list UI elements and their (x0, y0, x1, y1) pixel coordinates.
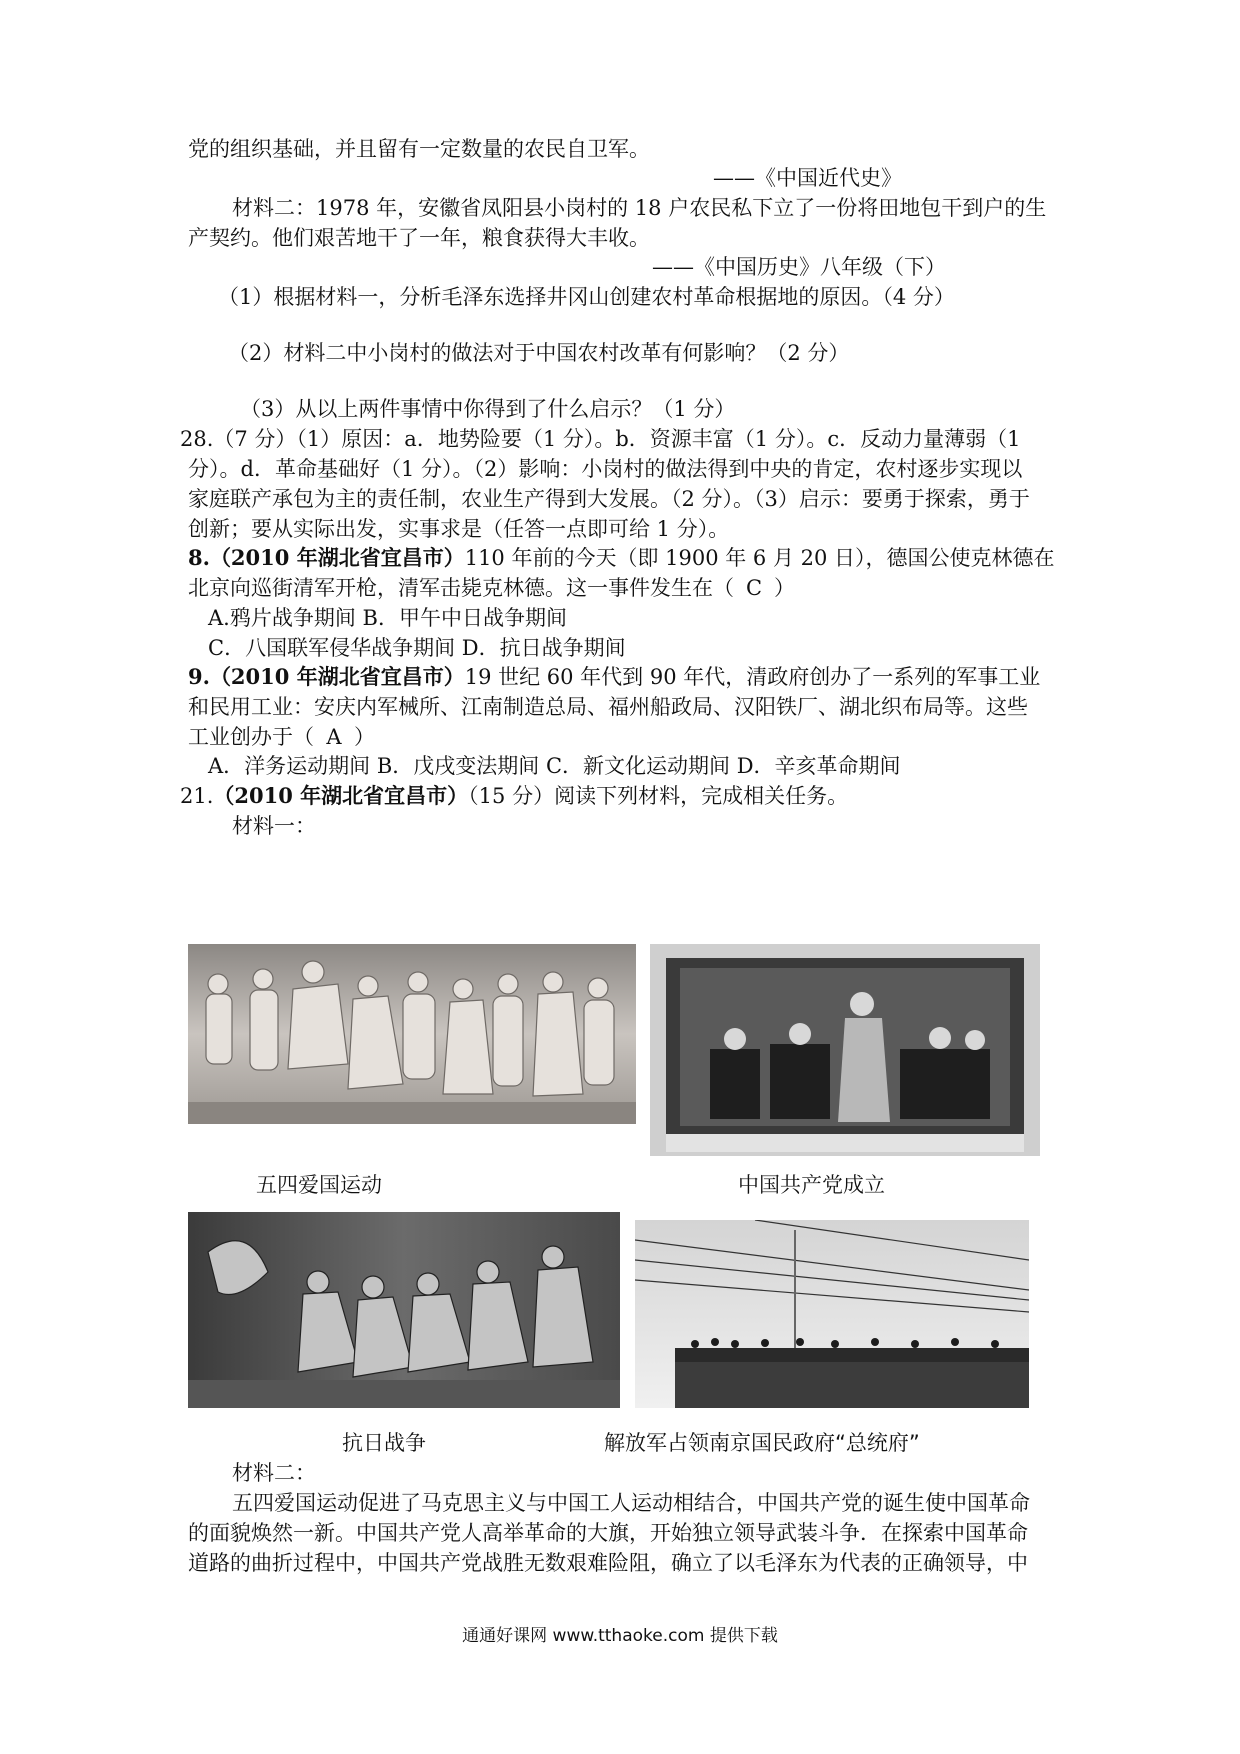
question-1: （1）根据材料一，分析毛泽东选择井冈山创建农村革命根据地的原因。（4 分） (218, 285, 955, 309)
caption-anti-japanese-war: 抗日战争 (342, 1431, 426, 1455)
caption-presidential-palace: 解放军占领南京国民政府“总统府” (604, 1431, 920, 1455)
may-fourth-relief-image (188, 944, 636, 1124)
question-21-stem: （15 分）阅读下列材料，完成相关任务。 (468, 784, 849, 808)
material-two-para-line-3: 道路的曲折过程中，中国共产党战胜无数艰难险阻，确立了以毛泽东为代表的正确领导，中 (188, 1551, 1028, 1575)
question-9-bracket: ） (354, 725, 375, 749)
material-two-para-line-2: 的面貌焕然一新。中国共产党人高举革命的大旗，开始独立领导武装斗争．在探索中国革命 (188, 1521, 1028, 1545)
question-8-line-2 (188, 573, 1068, 603)
material-two-para-line-1: 五四爱国运动促进了马克思主义与中国工人运动相结合，中国共产党的诞生使中国革命 (232, 1491, 1030, 1515)
question-8-answer: C (745, 576, 763, 600)
question-8-number: 8. (188, 545, 210, 570)
question-2: （2）材料二中小岗村的做法对于中国农村改革有何影响？（2 分） (228, 341, 850, 365)
presidential-palace-image (635, 1220, 1029, 1408)
answer-28-line-4: 创新；要从实际出发，实事求是（任答一点即可给 1 分）。 (188, 517, 730, 541)
answer-28-line-1: 28.（7 分）（1）原因：a．地势险要（1 分）。b．资源丰富（1 分）。c．反动力量薄弱（1 (180, 427, 1021, 451)
material-two-label: 材料二： (232, 1461, 316, 1485)
question-8-stem: 110 年前的今天（即 1900 年 6 月 20 日），德国公使克林德在 (464, 546, 1055, 570)
material-one-label: 材料一： (232, 814, 316, 838)
question-8-line-1 (188, 543, 1068, 573)
question-9-line-3 (188, 722, 1068, 752)
source-citation-2: ——《中国历史》八年级（下） (652, 255, 946, 279)
question-21-line-1 (180, 781, 1060, 811)
page-footer: 通通好课网 www.tthaoke.com 提供下载 (462, 1626, 778, 1646)
question-9-line-2: 和民用工业：安庆内军械所、江南制造总局、福州船政局、汉阳铁厂、湖北织布局等。这些 (188, 695, 1028, 719)
question-8-source: （2010 年湖北省宜昌市） (209, 545, 465, 570)
question-9-stem: 19 世纪 60 年代到 90 年代，清政府创办了一系列的军事工业 (464, 665, 1041, 689)
question-9-answer: A (326, 725, 342, 749)
question-9-source: （2010 年湖北省宜昌市） (209, 664, 465, 689)
material-one-tail: 党的组织基础，并且留有一定数量的农民自卫军。 (188, 137, 650, 161)
question-8-bracket: ） (774, 576, 795, 600)
question-3: （3）从以上两件事情中你得到了什么启示？（1 分） (240, 397, 736, 421)
party-founding-image (650, 944, 1040, 1156)
caption-party-founding: 中国共产党成立 (738, 1173, 885, 1197)
source-citation-1: ——《中国近代史》 (713, 166, 902, 190)
question-8-stem-cont: 北京向巡街清军开枪，清军击毙克林德。这一事件发生在（ (188, 576, 734, 600)
answer-28-line-2: 分）。d．革命基础好（1 分）。（2）影响：小岗村的做法得到中央的肯定，农村逐步实现以 (188, 457, 1023, 481)
anti-japanese-war-relief-image (188, 1212, 620, 1408)
question-8-options-2: C．八国联军侵华战争期间 D．抗日战争期间 (208, 636, 626, 660)
question-9-stem-cont: 工业创办于（ (188, 725, 314, 749)
question-9-options: A．洋务运动期间 B．戊戌变法期间 C．新文化运动期间 D．辛亥革命期间 (208, 754, 901, 778)
question-21-number: 21. (180, 784, 214, 808)
question-8-options-1: A.鸦片战争期间 B．甲午中日战争期间 (208, 606, 567, 630)
question-21-source: （2010 年湖北省宜昌市） (213, 783, 469, 808)
question-9-number: 9. (188, 664, 210, 689)
material-two-line-1: 材料二：1978 年，安徽省凤阳县小岗村的 18 户农民私下立了一份将田地包干到户的生 (232, 196, 1047, 220)
question-9-line-1 (188, 662, 1068, 692)
material-two-line-2: 产契约。他们艰苦地干了一年，粮食获得大丰收。 (188, 226, 650, 250)
answer-28-line-3: 家庭联产承包为主的责任制，农业生产得到大发展。（2 分）。（3）启示：要勇于探索，勇于 (188, 487, 1030, 511)
caption-may-fourth: 五四爱国运动 (256, 1173, 382, 1197)
